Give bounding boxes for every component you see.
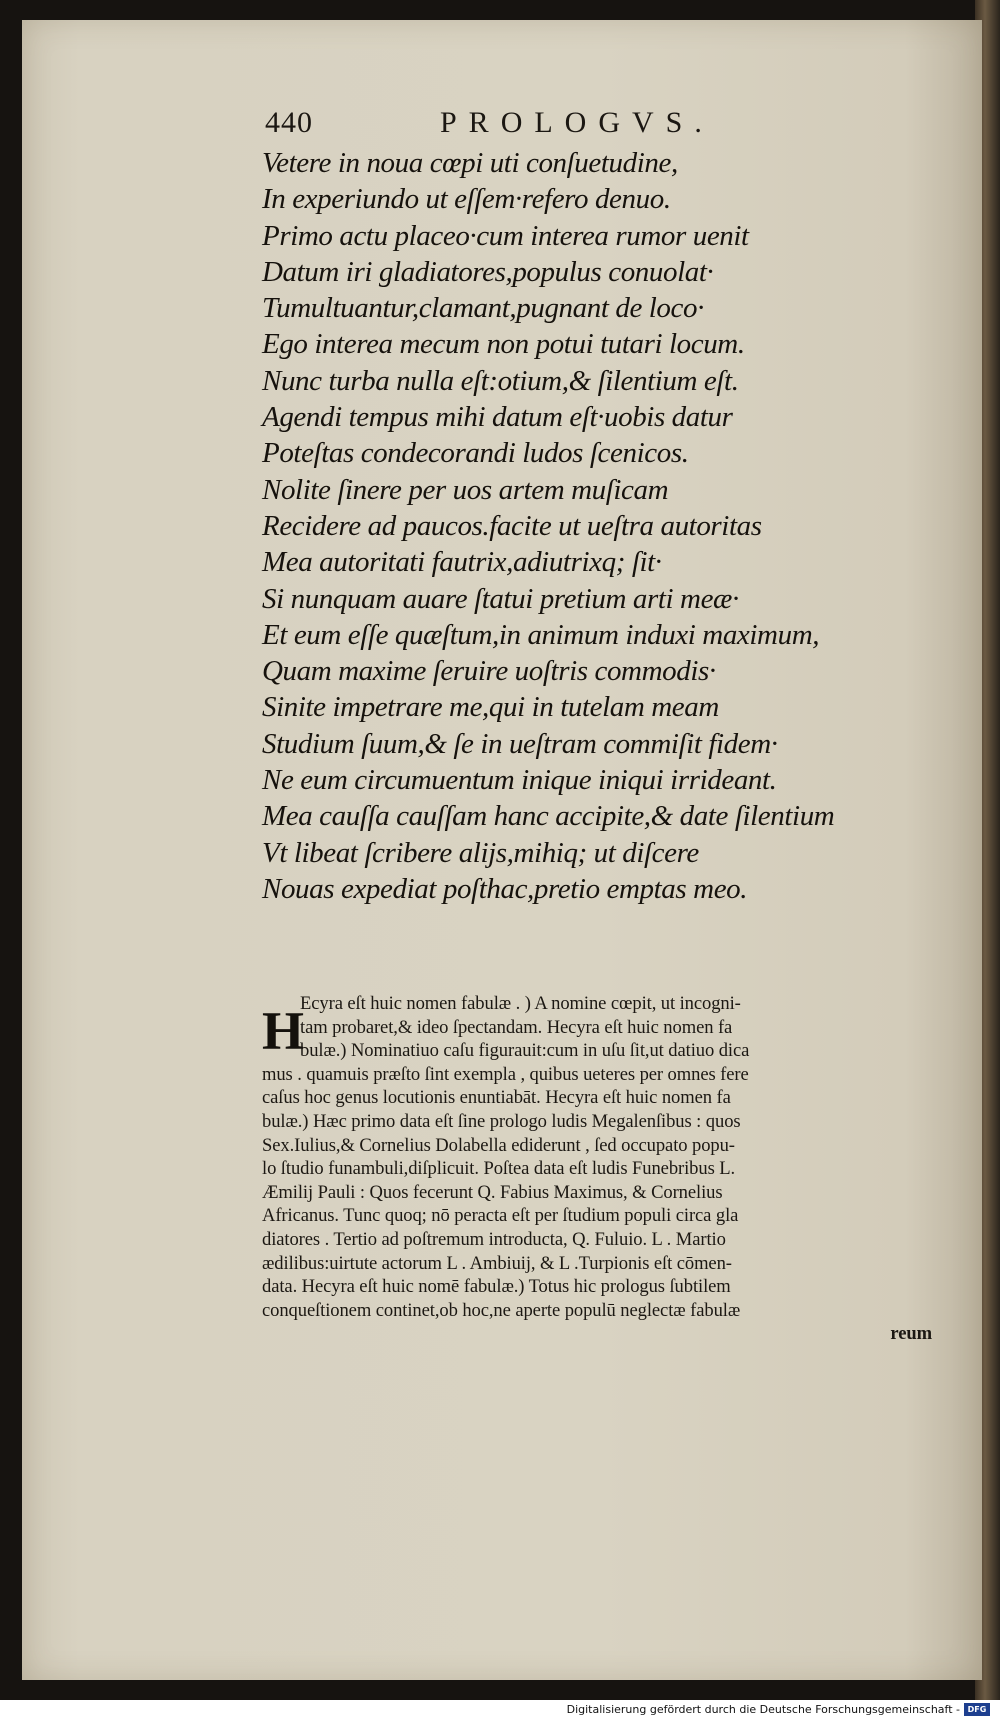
verse-line: Poteſtas condecorandi ludos ſcenicos. <box>262 437 689 470</box>
verse-line: Agendi tempus mihi datum eſt·uobis datur <box>262 401 733 434</box>
commentary-line: Sex.Iulius,& Cornelius Dolabella ediderunt , ſed occupato popu- <box>262 1134 735 1156</box>
verse-line: Ne eum circumuentum inique iniqui irrideant. <box>262 764 777 797</box>
commentary-line: ædilibus:uirtute actorum L . Ambiuij, & L .Turpionis eſt cōmen- <box>262 1252 732 1274</box>
verse-line: Nouas expediat poſthac,pretio emptas meo. <box>262 872 748 905</box>
verse-line: Vt libeat ſcribere alijs,mihiq; ut diſcere <box>262 836 699 869</box>
commentary-line: tam probaret,& ideo ſpectandam. Hecyra eſt huic nomen fa <box>300 1016 733 1038</box>
verse-line: Nolite ſinere per uos artem muſicam <box>262 473 669 506</box>
verse-line: Ego interea mecum non potui tutari locum. <box>262 328 745 361</box>
verse-line: In experiundo ut eſſem·refero denuo. <box>262 183 671 216</box>
verse-line: Mea cauſſa cauſſam hanc accipite,& date ſilentium <box>262 800 835 833</box>
page-number: 440 <box>265 106 313 139</box>
commentary-line: conqueſtionem continet,ob hoc,ne aperte populū neglectæ fabulæ <box>262 1299 741 1321</box>
verse-line: Tumultuantur,clamant,pugnant de loco· <box>262 292 704 325</box>
commentary-line: Africanus. Tunc quoq; nō peracta eſt per ſtudium populi circa gla <box>262 1205 739 1227</box>
commentary-line: lo ſtudio funambuli,diſplicuit. Poſtea data eſt ludis Funebribus L. <box>262 1158 736 1180</box>
catchword: reum <box>890 1323 932 1345</box>
verse-line: Primo actu placeo·cum interea rumor uenit <box>262 219 749 252</box>
commentary-line: diatores . Tertio ad poſtremum introducta, Q. Fuluio. L . Martio <box>262 1228 726 1250</box>
verse-line: Sinite impetrare me,qui in tutelam meam <box>262 691 719 724</box>
commentary-line: data. Hecyra eſt huic nomē fabulæ.) Totus hic prologus ſubtilem <box>262 1276 731 1298</box>
commentary-line: mus . quamuis præſto ſint exempla , quibus ueteres per omnes fere <box>262 1063 749 1085</box>
digitization-footer <box>0 1700 1000 1721</box>
page-header <box>265 100 805 146</box>
verse-line: Si nunquam auare ſtatui pretium arti meæ· <box>262 582 739 615</box>
commentary-line: bulæ.) Hæc primo data eſt ſine prologo ludis Megalenſibus : quos <box>262 1110 741 1132</box>
verse-line: Quam maxime ſeruire uoſtris commodis· <box>262 655 716 688</box>
commentary-line: Ecyra eſt huic nomen fabulæ . ) A nomine cœpit, ut incogni- <box>300 993 741 1014</box>
verse-line: Datum iri gladiatores,populus conuolat· <box>262 255 714 288</box>
funding-credit: Digitalisierung gefördert durch die Deutsche Forschungsgemeinschaft - <box>566 1703 960 1716</box>
commentary-line: Æmilij Pauli : Quos fecerunt Q. Fabius Maximus, & Cornelius <box>262 1181 723 1203</box>
verse-line: Et eum eſſe quæſtum,in animum induxi maximum, <box>262 618 820 651</box>
commentary-block <box>262 992 934 1346</box>
commentary-line: caſus hoc genus locutionis enuntiabāt. Hecyra eſt huic nomen fa <box>262 1087 731 1109</box>
running-head: PROLOGVS. <box>440 106 714 139</box>
verse-line: Recidere ad paucos.facite ut ueſtra autoritas <box>262 509 762 542</box>
drop-cap: H <box>262 1001 305 1061</box>
verse-line: Studium ſuum,& ſe in ueſtram commiſit fidem· <box>262 727 778 760</box>
verse-line: Nunc turba nulla eſt:otium,& ſilentium eſt. <box>262 364 739 397</box>
verse-line: Mea autoritati fautrix,adiutrixq; ſit· <box>262 546 662 579</box>
verse-line: Vetere in noua cœpi uti conſuetudine, <box>262 147 678 179</box>
commentary-line: bulæ.) Nominatiuo caſu figurauit:cum in uſu ſit,ut datiuo dica <box>300 1040 750 1062</box>
verse-text <box>262 145 912 907</box>
dfg-logo: DFG <box>964 1703 990 1716</box>
